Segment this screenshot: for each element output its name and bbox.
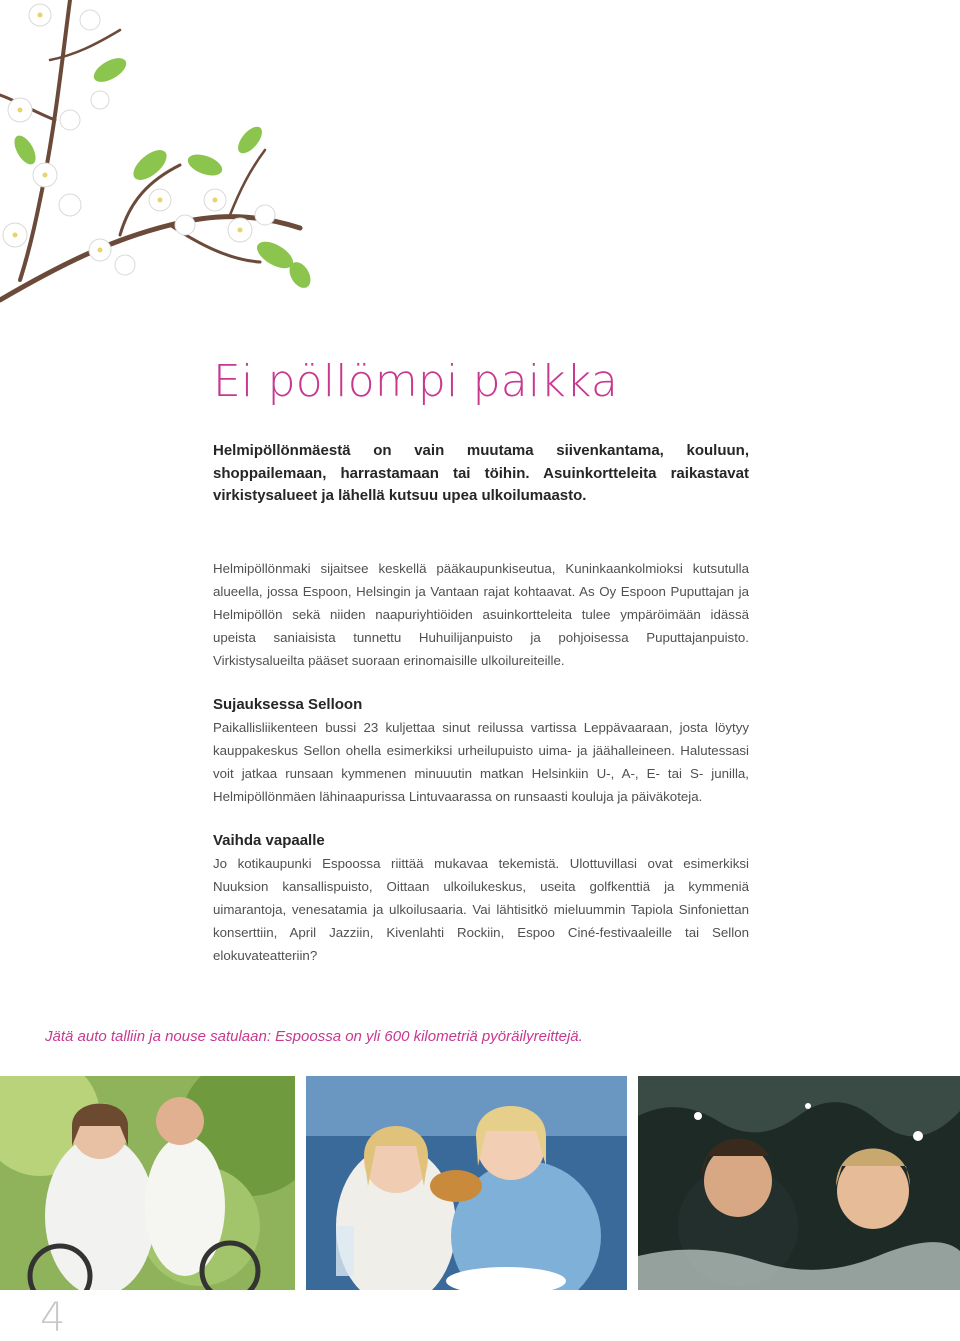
section-body-vapaalle: Jo kotikaupunki Espoossa riittää mukavaa tekemistä. Ulottuvillasi ovat esimerkiksi Nuuksion kansallispuisto, Oittaan ulkoilukeskus, useita golfkenttiä ja kymmeniä uimarantoja, venesatamia ja ulkoilusaaria. Vai lähtisitkö mieluummin Tapiola Sinfoniettan konserttiin, April Jazziin, Kivenlahti Rockiin, Espoo Ciné-festivaaleille tai Sellon elokuvateatteriin?: [213, 855, 749, 963]
girl-and-mother-eating-photo: [306, 1076, 627, 1290]
intro-body: Helmipöllönmaki sijaitsee keskellä pääkaupunkiseutua, Kuninkaankolmioksi kutsutulla alueella, jossa Espoon, Helsingin ja Vantaan rajat kohtaavat. As Oy Espoon Puputtajan ja Helmipöllön sekä niiden naapuriyhtiöiden asuinkortteleita tulee ympäröimään idässä upeista saniaisista tunnettu Huhuilijanpuisto ja pohjoisessa Puputtajanpuisto. Virkistysalueilta pääset suoraan erinomaisille ulkoilureiteille.: [213, 560, 749, 668]
main-content: [213, 440, 749, 967]
section-body-selloon: Paikallisliikenteen bussi 23 kuljettaa sinut reilussa vartissa Leppävaaraan, josta löytyy kauppakeskus Sellon ohella esimerkiksi urheilupuisto uima- ja jäähalleineen. Halutessasi voit jatkaa runsaan kymmenen minuuutin matkan Helsinkiin U-, A-, E- tai S- junilla, Helmipöllönmäen lähinaapurissa Lintuvaarassa on runsaasti kouluja ja päiväkoteja.: [213, 719, 749, 804]
page-title: Ei pöllömpi paikka: [213, 356, 619, 407]
section-heading-vapaalle: Vaihda vapaalle: [213, 831, 325, 849]
photo-caption: Jätä auto talliin ja nouse satulaan: Espoossa on yli 600 kilometriä pyöräilyreittejä.: [45, 1028, 583, 1045]
children-swimming-photo: [638, 1076, 960, 1290]
section-heading-selloon: Sujauksessa Selloon: [213, 695, 363, 713]
blossom-branch-illustration: [0, 0, 320, 310]
cycling-couple-photo: [0, 1076, 295, 1290]
page-number: 4: [40, 1295, 66, 1341]
intro-lead: Helmipöllönmäestä on vain muutama siivenkantama, kouluun, shoppailemaan, harrastamaan tai töihin. Asuinkortteleita raikastavat virkistysalueet ja lähellä kutsuu upea ulkoilumaasto.: [213, 442, 749, 504]
